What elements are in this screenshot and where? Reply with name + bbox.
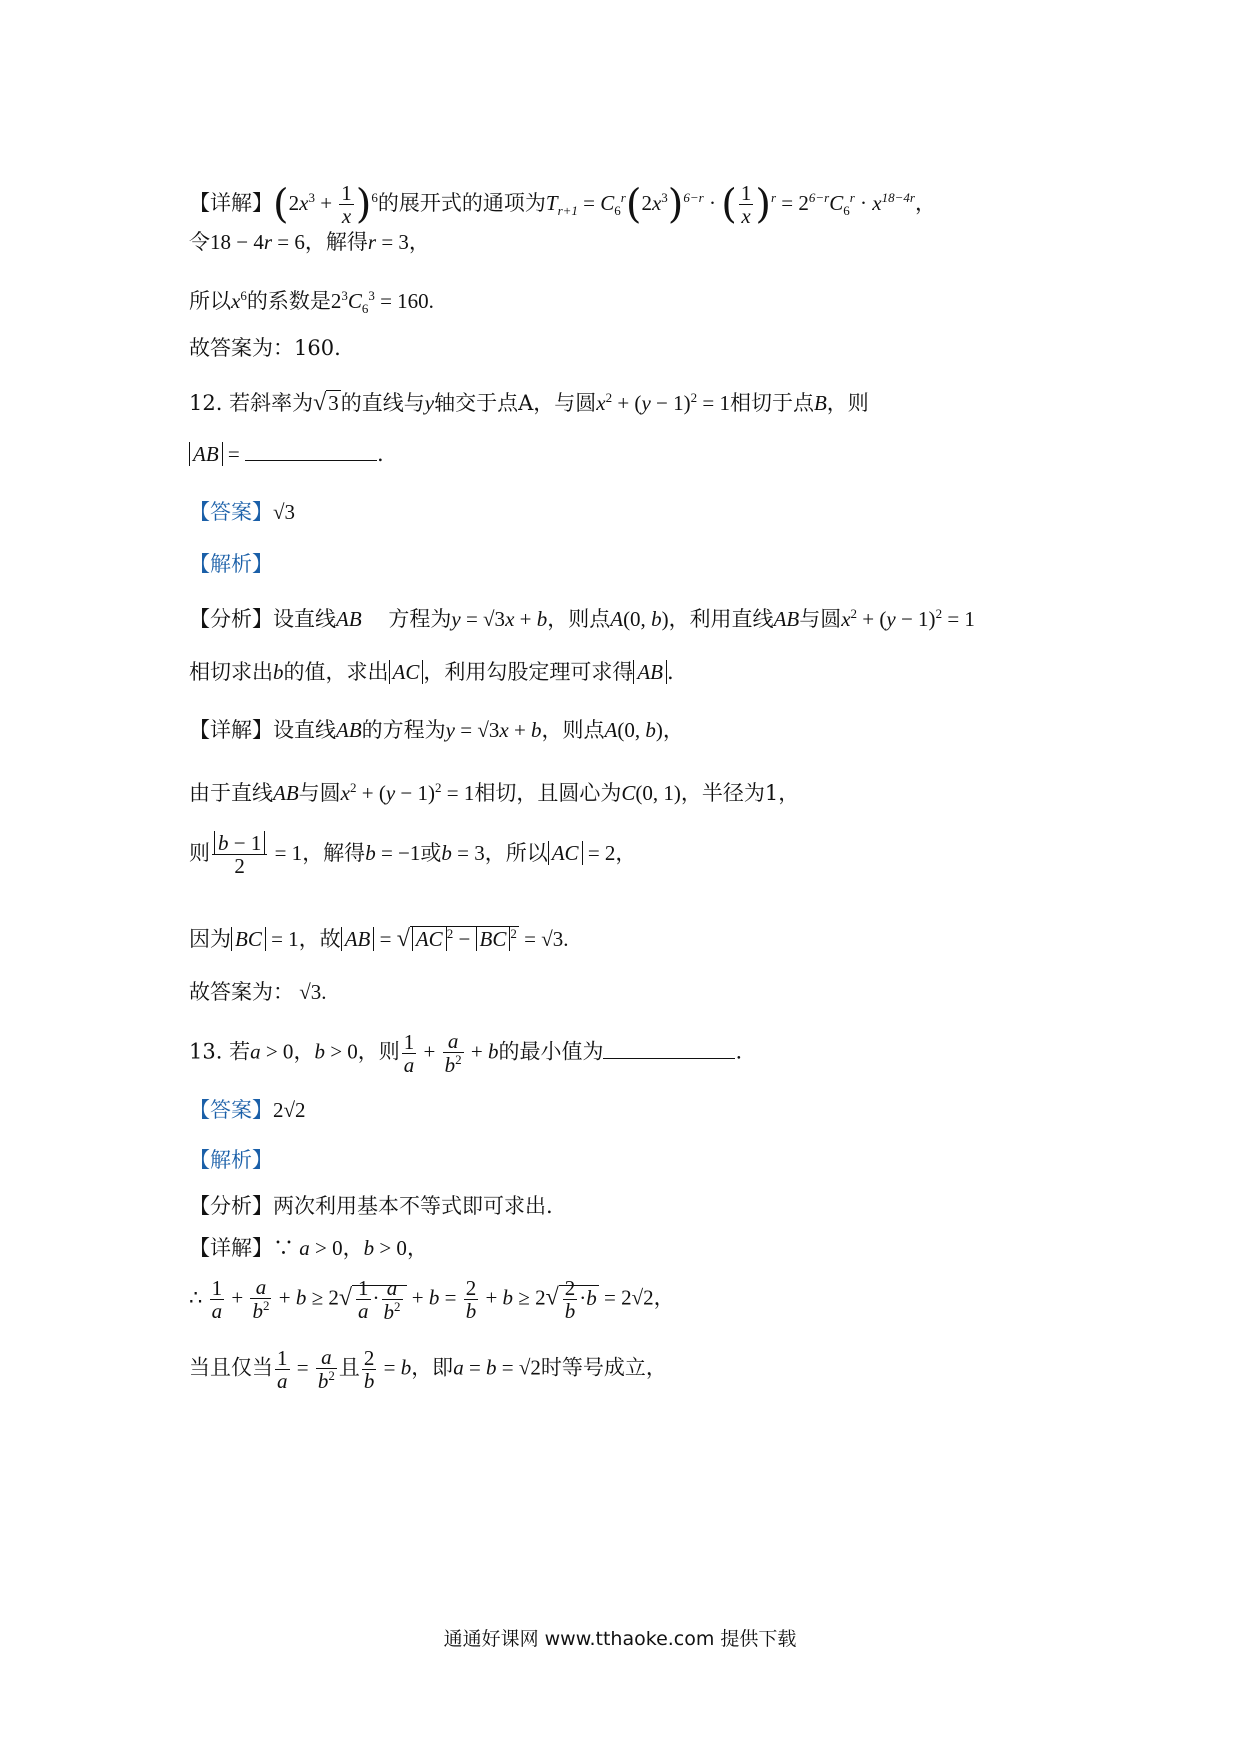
detail-line-13: 【详解】∵ a > 0，b > 0， [189,1236,428,1260]
answer-value: √3 [273,500,296,524]
summary-line-12b: 相切求出b的值，求出 AC ，利用勾股定理可求得 AB . [189,660,674,684]
detail-line-12d: 则 $\frac{b - 1}{2}$ = 1，解得b = −1或b = 3，所以 AC = 2， [189,831,637,879]
answer-label: 【答案】 [189,1098,273,1122]
detail-line-11: 【详解】($2x^3$ + $\frac{1}{x}$ )$^6$的展开式的通项为$T_{r+1} = C_6^r(2x^3)^{6-r}$ · ( $\frac{1}{x}$ )$^r = 2^{6-r}C_6^r \cdot x^{18-4r}$， [189,180,936,228]
question-12: 12. 若斜率为√3的直线与y轴交于点A，与圆$x^2 + (y - 1)^2 = 1$相切于点B，则 [189,390,869,416]
final-answer-11: 故答案为：160. [189,336,341,360]
analysis-label-13: 【解析】 [189,1148,273,1172]
answer-blank[interactable] [603,1034,735,1059]
question-12-blank: AB = . [189,434,1160,474]
inequality-chain: ∴ $\frac{1}{a}$ + $\frac{a}{b^2}$ + b ≥ 2√ $\frac{1}{a}$ · $\frac{a}{b^2}$ + b = $\frac{2}{b}$ + b ≥ 2√ $\frac{2}{b}$ ·b = 2√2， [189,1275,675,1324]
equality-condition: 当且仅当 $\frac{1}{a}$ = $\frac{a}{b^2}$ 且 $\frac{2}{b}$ = b，即a = b = √2时等号成立， [189,1345,667,1394]
answer-value: 2√2 [273,1098,306,1122]
answer-label: 【答案】 [189,500,273,524]
question-number: 13. [189,1039,223,1064]
footer-text: 通通好课网 www.tthaoke.com 提供下载 [443,1628,797,1650]
summary-line-13: 【分析】两次利用基本不等式即可求出. [189,1194,553,1218]
analysis-label-12: 【解析】 [189,552,273,576]
answer-blank[interactable] [245,436,377,461]
detail-line-12c: 由于直线AB与圆$x^2 + (y - 1)^2 = 1$相切，且圆心为C(0, 1)，半径为1， [189,780,800,805]
detail-line-12e: 因为 BC = 1，故 AB = √ AC $^2$ − BC $^2$ = √3. [189,926,569,952]
answer-line-12 [189,492,1160,532]
line-solve-r: 令18 − 4r = 6，解得r = 3， [189,230,430,254]
question-13: 13. 若a > 0，b > 0，则 $\frac{1}{a}$ + $\frac{a}{b^2}$ + b的最小值为 . [189,1029,743,1078]
question-number: 12. [189,391,223,415]
line-coefficient: 所以$x^6$的系数是$2^3C_6^3 = 160$. [189,288,434,317]
detail-line-12: 【详解】设直线AB的方程为y = √3x + b，则点A(0, b)， [189,718,684,742]
summary-line-12: 【分析】设直线AB 方程为y = √3x + b，则点A(0, b)，利用直线AB与圆$x^2 + (y - 1)^2 = 1$ [189,606,975,631]
final-answer-12: 故答案为： √3. [189,980,327,1004]
answer-line-13 [189,1090,1160,1130]
expansion-text: 的展开式的通项为 [377,191,546,215]
detail-label: 【详解】 [189,191,273,215]
